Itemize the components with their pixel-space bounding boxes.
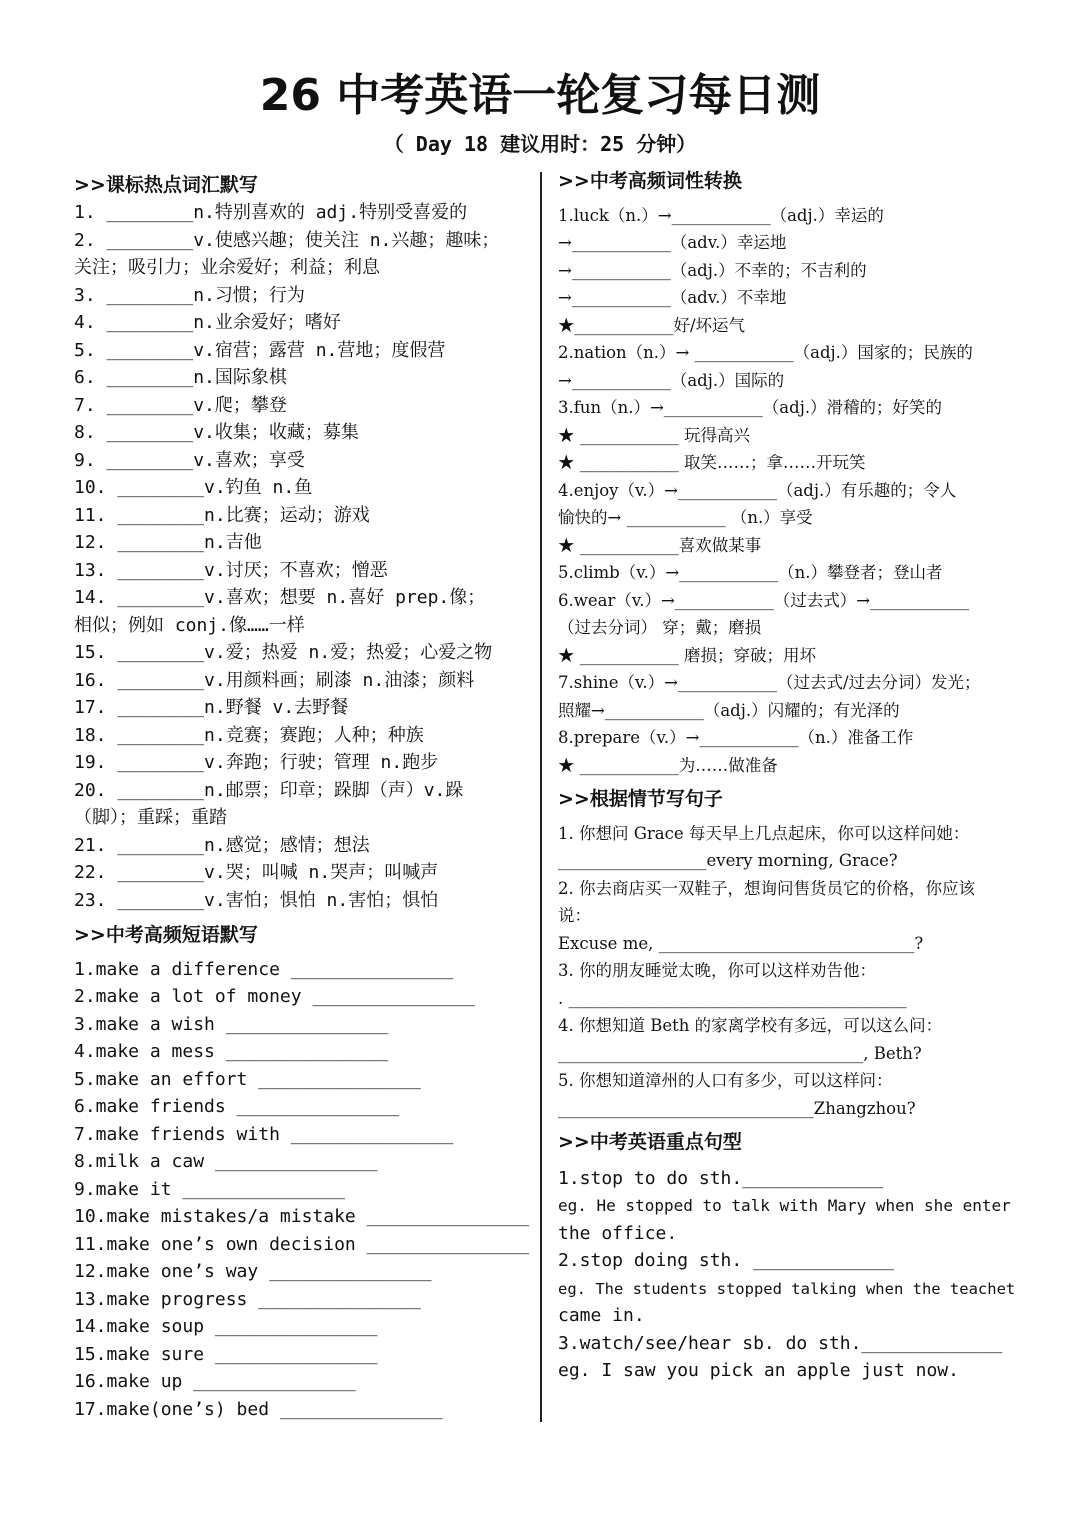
phrase-line: 5.make an effort _______________: [74, 1069, 421, 1090]
vocab-line: 20. ________n.邮票；印章；跺脚（声）v.跺: [74, 780, 464, 801]
pattern-heading: >>中考英语重点句型: [558, 1131, 742, 1153]
wordform-line: ★ ____________ 玩得高兴: [558, 426, 750, 445]
vocab-line: 11. ________n.比赛；运动；游戏: [74, 505, 370, 526]
sentence-line: 说：: [558, 906, 591, 925]
phrase-line: 8.milk a caw _______________: [74, 1151, 378, 1172]
vocab-line: （脚）；重踩；重踏: [74, 807, 227, 828]
phrase-line: 7.make friends with _______________: [74, 1124, 454, 1145]
vocab-line: 17. ________n.野餐 v.去野餐: [74, 697, 349, 718]
vocab-line: 2. ________v.使感兴趣；使关注 n.兴趣；趣味；: [74, 230, 500, 251]
pattern-line: the office.: [558, 1223, 678, 1244]
vocab-heading: >>课标热点词汇默写: [74, 174, 258, 196]
phrase-line: 1.make a difference _______________: [74, 959, 454, 980]
pattern-line: 1.stop to do sth._____________: [558, 1168, 884, 1189]
vocab-line: 4. ________n.业余爱好；嗜好: [74, 312, 341, 333]
sentence-line: 3. 你的朋友睡觉太晚，你可以这样劝告他：: [558, 961, 876, 980]
vocab-line: 18. ________n.竞赛；赛跑；人种；种族: [74, 725, 424, 746]
pattern-line: came in.: [558, 1305, 645, 1326]
sentence-line: __________________every morning, Grace?: [558, 851, 898, 870]
sentence-heading: >>根据情节写句子: [558, 788, 723, 810]
wordform-line: ★ ____________ 磨损；穿破；用坏: [558, 646, 816, 665]
wordform-line: →____________（adv.）幸运地: [558, 233, 787, 252]
vocab-line: 7. ________v.爬；攀登: [74, 395, 287, 416]
sentence-line: _____________________________________, Beth?: [558, 1044, 922, 1063]
phrase-line: 10.make mistakes/a mistake _______________: [74, 1206, 530, 1227]
vocab-line: 8. ________v.收集；收藏；募集: [74, 422, 359, 443]
vocab-line: 14. ________v.喜欢；想要 n.喜好 prep.像；: [74, 587, 486, 608]
wordform-line: 4.enjoy（v.）→____________（adj.）有乐趣的；令人: [558, 481, 957, 500]
phrase-line: 4.make a mess _______________: [74, 1041, 389, 1062]
phrase-line: 15.make sure _______________: [74, 1344, 378, 1365]
vocab-line: 10. ________v.钓鱼 n.鱼: [74, 477, 313, 498]
vocab-line: 19. ________v.奔跑；行驶；管理 n.跑步: [74, 752, 439, 773]
wordform-line: 3.fun（n.）→____________（adj.）滑稽的；好笑的: [558, 398, 943, 417]
wordform-line: ★ ____________为……做准备: [558, 756, 778, 775]
vocab-line: 12. ________n.吉他: [74, 532, 262, 553]
phrase-line: 13.make progress _______________: [74, 1289, 421, 1310]
wordform-line: ★ ____________喜欢做某事: [558, 536, 762, 555]
sentence-line: 1. 你想问 Grace 每天早上几点起床，你可以这样问她：: [558, 824, 970, 843]
sentence-line: 4. 你想知道 Beth 的家离学校有多远，可以这么问：: [558, 1016, 943, 1035]
vocab-line: 9. ________v.喜欢；享受: [74, 450, 305, 471]
wordform-line: ★ ____________ 取笑……；拿……开玩笑: [558, 453, 866, 472]
vocab-line: 23. ________v.害怕；惧怕 n.害怕；惧怕: [74, 890, 439, 911]
phrase-line: 9.make it _______________: [74, 1179, 345, 1200]
wordform-line: 愉快的→ ____________ （n.）享受: [558, 508, 813, 527]
wordform-line: ★____________好/坏运气: [558, 316, 746, 335]
phrase-line: 16.make up _______________: [74, 1371, 356, 1392]
pattern-line: eg. He stopped to talk with Mary when she enter: [558, 1196, 1011, 1215]
wordform-line: 7.shine（v.）→____________（过去式/过去分词）发光；: [558, 673, 981, 692]
vocab-line: 13. ________v.讨厌；不喜欢；憎恶: [74, 560, 388, 581]
page-subtitle: （ Day 18 建议用时：25 分钟）: [383, 132, 697, 156]
page-title: 26 中考英语一轮复习每日测: [259, 70, 821, 121]
sentence-line: . _________________________________________: [558, 989, 907, 1008]
phrase-line: 3.make a wish _______________: [74, 1014, 389, 1035]
pattern-line: eg. I saw you pick an apple just now.: [558, 1360, 959, 1381]
vocab-line: 关注；吸引力；业余爱好；利益；利息: [74, 257, 380, 278]
phrase-line: 12.make one’s way _______________: [74, 1261, 432, 1282]
vocab-line: 1. ________n.特别喜欢的 adj.特别受喜爱的: [74, 202, 468, 223]
phrase-line: 6.make friends _______________: [74, 1096, 400, 1117]
wordform-line: 5.climb（v.）→____________（n.）攀登者；登山者: [558, 563, 943, 582]
vocab-line: 3. ________n.习惯；行为: [74, 285, 305, 306]
wordform-line: 8.prepare（v.）→____________（n.）准备工作: [558, 728, 914, 747]
phrase-line: 17.make(one’s) bed _______________: [74, 1399, 443, 1420]
wordform-line: 6.wear（v.）→____________（过去式）→____________: [558, 591, 970, 610]
sentence-line: 2. 你去商店买一双鞋子，想询问售货员它的价格，你应该: [558, 879, 975, 898]
phrase-line: 2.make a lot of money _______________: [74, 986, 475, 1007]
sentence-line: _______________________________Zhangzhou?: [558, 1099, 916, 1118]
wordform-line: 1.luck（n.）→____________（adj.）幸运的: [558, 206, 884, 225]
wordform-line: →____________（adv.）不幸地: [558, 288, 787, 307]
sentence-line: 5. 你想知道漳州的人口有多少，可以这样问：: [558, 1071, 893, 1090]
sentence-line: Excuse me, _______________________________?: [558, 934, 924, 953]
vocab-line: 22. ________v.哭；叫喊 n.哭声；叫喊声: [74, 862, 439, 883]
wordform-line: 2.nation（n.）→ ____________（adj.）国家的；民族的: [558, 343, 973, 362]
vocab-line: 相似；例如 conj.像……一样: [74, 615, 305, 636]
wordform-line: 照耀→____________（adj.）闪耀的；有光泽的: [558, 701, 900, 720]
vocab-line: 15. ________v.爱；热爱 n.爱；热爱；心爱之物: [74, 642, 493, 663]
column-divider: [540, 172, 542, 1422]
wordform-line: →____________（adj.）不幸的；不吉利的: [558, 261, 867, 280]
vocab-line: 6. ________n.国际象棋: [74, 367, 287, 388]
wordform-line: →____________（adj.）国际的: [558, 371, 785, 390]
pattern-line: eg. The students stopped talking when the teachet: [558, 1280, 1016, 1298]
vocab-line: 5. ________v.宿营；露营 n.营地；度假营: [74, 340, 446, 361]
pattern-line: 2.stop doing sth. _____________: [558, 1250, 894, 1271]
vocab-line: 16. ________v.用颜料画；刷漆 n.油漆；颜料: [74, 670, 475, 691]
phrase-line: 14.make soup _______________: [74, 1316, 378, 1337]
wordform-heading: >>中考高频词性转换: [558, 170, 742, 192]
phrase-line: 11.make one’s own decision _______________: [74, 1234, 530, 1255]
wordform-line: （过去分词） 穿；戴；磨损: [558, 618, 762, 637]
phrase-heading: >>中考高频短语默写: [74, 924, 258, 946]
vocab-line: 21. ________n.感觉；感情；想法: [74, 835, 370, 856]
pattern-line: 3.watch/see/hear sb. do sth._____________: [558, 1333, 1003, 1354]
